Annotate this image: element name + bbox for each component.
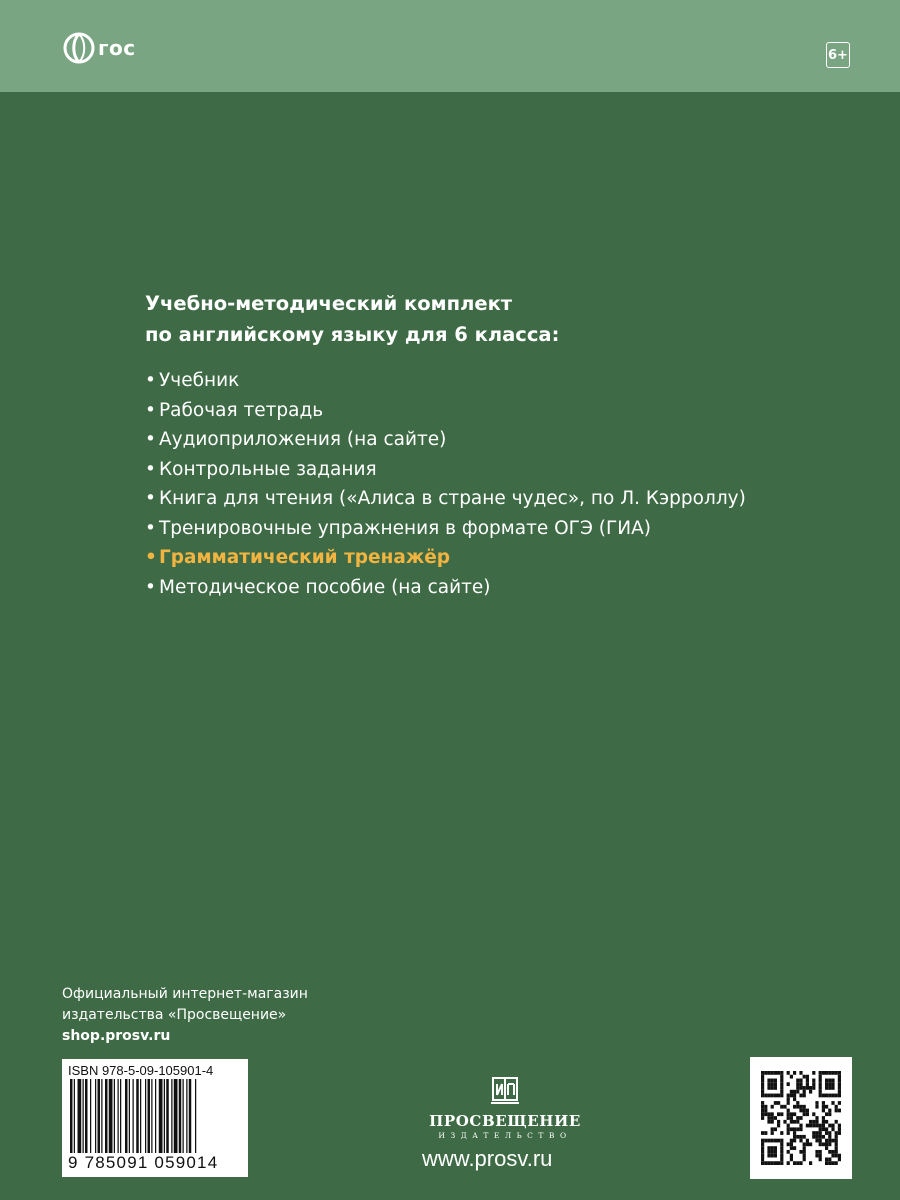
age-rating-badge: 6+ [826,42,850,68]
kit-heading-line2: по английскому языку для 6 класса: [145,323,560,346]
isbn-barcode [62,1059,248,1177]
publisher-name: ПРОСВЕЩЕНИЕ [429,1112,581,1130]
list-item: • Учебник [145,370,240,391]
fgos-logo [62,30,136,66]
list-item: • Книга для чтения («Алиса в стране чудес», по Л. Кэрроллу) [145,488,746,509]
shop-url[interactable]: shop.prosv.ru [62,1028,171,1044]
fgos-logo-text: гос [98,36,136,60]
list-item: • Аудиоприложения (на сайте) [145,429,447,450]
publisher-subtitle: ИЗДАТЕЛЬСТВО [438,1131,572,1140]
list-item: • Контрольные задания [145,458,377,480]
isbn-label: ISBN 978-5-09-105901-4 [68,1063,214,1078]
publisher-website[interactable]: www.prosv.ru [422,1146,553,1171]
shop-line1: Официальный интернет-магазин [62,986,308,1002]
kit-heading [145,288,765,350]
kit-heading-line1: Учебно-методический комплект [145,292,513,315]
barcode-icon [68,1079,242,1155]
shop-info [62,984,308,1047]
kit-list [145,366,746,602]
qr-code[interactable] [750,1057,852,1179]
list-item: • Методическое пособие (на сайте) [145,576,491,598]
shop-line2: издательства «Просвещение» [62,1007,287,1023]
publisher-logo [420,1074,590,1140]
barcode-digits: 9 785091 059014 [68,1153,219,1172]
fgos-emblem-icon [62,31,96,65]
list-item-highlighted: • Грамматический тренажёр [145,547,451,568]
qr-code-icon [761,1071,841,1165]
book-emblem-icon [488,1074,522,1106]
list-item: • Тренировочные упражнения в формате ОГЭ (ГИА) [145,517,651,539]
list-item: • Рабочая тетрадь [145,399,324,421]
